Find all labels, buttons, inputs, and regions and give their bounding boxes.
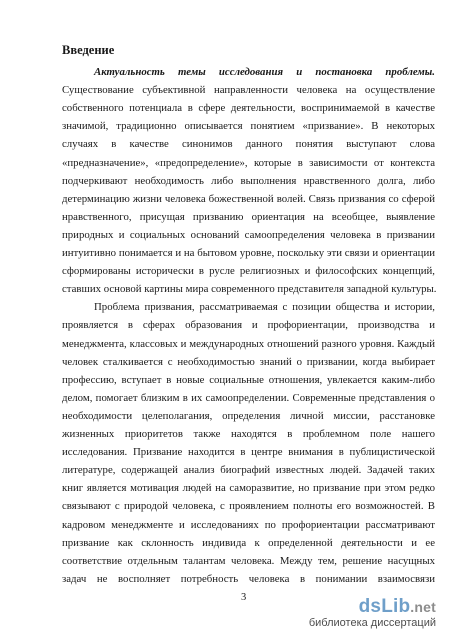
text-line: исследования. Призвание находится в центре внимания в публицистической	[62, 446, 435, 459]
text-line: Проблема призвания, рассматриваемая с позиции общества и истории,	[94, 301, 435, 314]
text-line: книг является мотивация людей на саморазвитие, но призвание при этом редко	[62, 482, 435, 495]
text-line: значимой, традиционно описывается понятием «призвание». В некоторых	[62, 120, 435, 133]
text-line: задач не восполняет потребность человека в понимании взаимосвязи	[62, 572, 435, 585]
watermark	[309, 597, 436, 629]
text-line: сформированы исторически в русле религиозных и философских концепций,	[62, 265, 435, 278]
text-line: «предназначение», «предопределение», которые в зависимости от контекста	[62, 156, 435, 169]
watermark-logo: dsLib.net	[358, 596, 436, 617]
watermark-subtitle: библиотека диссертаций	[308, 617, 436, 629]
text-line: ставших основой картины мира современного представителя западной культуры.	[62, 283, 437, 296]
page-number: 3	[241, 592, 247, 603]
text-line: природных и социальных оснований самоопределения человека в призвании	[62, 228, 435, 241]
text-line: необходимости целеполагания, определения личной миссии, расстановке	[62, 409, 435, 422]
text-line: проявляется в сферах образования и профориентации, производства и	[62, 319, 435, 332]
text-line: человек сталкивается с необходимостью знаний о призвании, когда выбирает	[62, 355, 435, 368]
text-line: детерминацию жизни человека божественной волей. Связь призвания со сферой	[62, 192, 435, 205]
text-line: менеджмента, классовых и международных отношений разного уровня. Каждый	[62, 337, 435, 350]
text-line: кадровом менеджменте и исследованиях по профориентации рассматривают	[62, 518, 435, 531]
text-line: делом, помогает близким в их самоопределении. Современные представления о	[62, 391, 435, 404]
text-line: интуитивно понимается и на бытовом уровне, поскольку эти связи и ориентации	[62, 247, 435, 259]
text-line: подчеркивают необходимость либо выполнения нравственного долга, либо	[62, 174, 435, 187]
text-line: соответствие отдельным талантам человека. Между тем, решение насущных	[62, 554, 435, 567]
text-line: профессию, вступает в новые социальные отношения, увлекается каким-либо	[62, 373, 435, 386]
text-line: связывают с природой человека, с проявлением полноты его возможностей. В	[62, 500, 435, 513]
text-line: призвание как склонность индивида к определенной деятельности и ее	[62, 536, 435, 549]
text-line: жизненных приоритетов также находятся в проблемном поле нашего	[62, 428, 435, 440]
text-line: случаях в качестве синонимов данного понятия выступают слова	[62, 138, 435, 151]
text-line: литературе, содержащей анализ биографий известных людей. Задачей таких	[62, 464, 435, 477]
text-line: нравственного, присущая призванию ориентация на всеобщее, выявление	[62, 210, 435, 223]
text-line: Актуальность темы исследования и постановка проблемы.	[94, 66, 435, 78]
section-heading: Введение	[62, 43, 115, 57]
text-line: собственного потенциала в сфере деятельности, воспринимаемой в качестве	[62, 102, 435, 115]
text-line: Существование субъективной направленности человека на осуществление	[62, 84, 435, 97]
